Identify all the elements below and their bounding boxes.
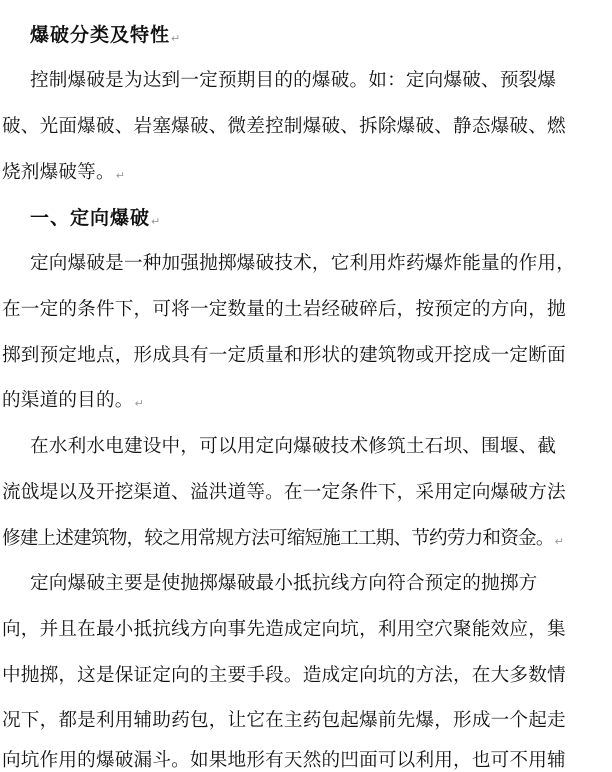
paragraph-line: 定向爆破主要是使抛掷爆破最小抵抗线方向符合预定的抛掷方 (30, 573, 538, 594)
section-heading-text: 一、定向爆破 (30, 207, 151, 229)
intro-line: 控制爆破是为达到一定预期目的的爆破。如：定向爆破、预裂爆 (30, 70, 557, 91)
document-title (30, 20, 181, 47)
paragraph-line-text: 修建上述建筑物，较之用常规方法可缩短施工工期、节约劳力和资金。 (2, 528, 554, 549)
paragraph-line: 掷到预定地点，形成具有一定质量和形状的建筑物或开挖成一定断面 (2, 345, 566, 366)
paragraph-line-text: 的渠道的目的。 (2, 390, 134, 411)
paragraph-line: 向，并且在最小抵抗线方向事先造成定向坑，利用空穴聚能效应，集 (2, 619, 566, 640)
paragraph-line-last (2, 386, 144, 412)
paragraph-mark-icon: ↵ (115, 169, 126, 182)
paragraph-mark-icon: ↵ (134, 397, 144, 410)
paragraph-line: 定向爆破是一种加强抛掷爆破技术，它利用炸药爆炸能量的作用， (30, 253, 576, 274)
paragraph-line: 在水利水电建设中，可以用定向爆破技术修筑土石坝、围堰、截 (30, 436, 557, 457)
paragraph-mark-icon: ↵ (151, 215, 162, 228)
intro-line: 破、光面爆破、岩塞爆破、微差控制爆破、拆除爆破、静态爆破、燃 (2, 116, 566, 137)
section-heading (30, 203, 161, 230)
paragraph-line: 中抛掷，这是保证定向的主要手段。造成定向坑的方法，在大多数情 (2, 665, 566, 686)
paragraph-line-last (2, 524, 563, 550)
paragraph-line: 在一定的条件下，可将一定数量的土岩经破碎后，按预定的方向，抛 (2, 299, 566, 320)
paragraph-line: 况下，都是利用辅助药包，让它在主药包起爆前先爆，形成一个起走 (2, 710, 566, 731)
paragraph-mark-icon: ↵ (171, 32, 182, 45)
intro-line-text: 烧剂爆破等。 (2, 162, 115, 183)
title-text: 爆破分类及特性 (30, 24, 171, 46)
paragraph-line-partial: 向坑作用的爆破漏斗。如果地形有天然的凹面可以利用，也可不用辅 (2, 750, 566, 771)
paragraph-mark-icon: ↵ (554, 535, 564, 548)
paragraph-line: 流戗堤以及开挖渠道、溢洪道等。在一定条件下，采用定向爆破方法 (2, 482, 566, 503)
intro-line-last (2, 158, 125, 184)
